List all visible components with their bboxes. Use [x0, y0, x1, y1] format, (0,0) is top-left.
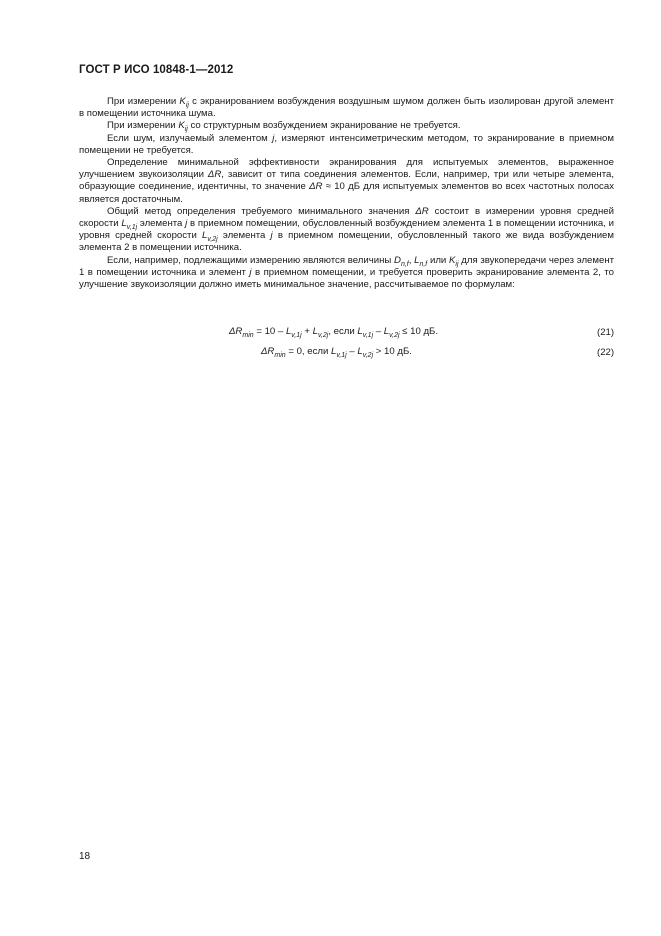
body-text [79, 96, 614, 291]
paragraph-6: Если, например, подлежащими измерению являются величины $D_{n,f}$, $L_{n,f}$ или $K_{ij}$ для звукопередачи через элемент 1 в помещении источника и элемент j в приемном помещении, и требуется проверить экранирование элемента 2, то улучшение звукоизоляции должно иметь минимальное значение, рассчитываемое по формулам: [79, 254, 615, 291]
page-number: 18 [79, 851, 91, 862]
equation-number-21: (21) [597, 327, 615, 338]
paragraph-4: Определение минимальной эффективности экранирования для испытуемых элементов, выраженное улучшением звукоизоляции ΔR, зависит от типа соединения элементов. Если, например, три или четыре элемента, образующие соединение, идентичны, то значение ΔR ≈ 10 дБ для испытуемых элементов во всех частотных полосах является достаточным. [79, 157, 614, 205]
paragraph-5: Общий метод определения требуемого минимального значения ΔR состоит в измерении уровня средней скорости $L_{v,1j}$ элемента j в приемном помещении, обусловленный возбуждением элемента 1 в помещении источника, и уровня средней скорости $L_{v,2j}$ элемента j в приемном помещении, обусловленный такого же вида возбуждением элемента 2 в помещении источника. [79, 205, 614, 254]
equation-number-22: (22) [597, 347, 615, 358]
formula-21: $\Delta R_{min} = 10 - L_{v,1j} + L_{v,2j}$, если $L_{v,1j} - L_{v,2j} \le 10$ дБ. [229, 326, 439, 339]
paragraph-1: При измерении $K_{ij}$ с экранированием возбуждения воздушным шумом должен быть изолирован другой элемент в помещении источника шума. [79, 96, 614, 120]
formula-22: $\Delta R_{min} = 0$, если $L_{v,1j} - L_{v,2j} > 10$ дБ. [261, 346, 412, 359]
document-header: ГОСТ Р ИСО 10848-1—2012 [79, 64, 234, 76]
paragraph-3: Если шум, излучаемый элементом j, измеряют интенсиметрическим методом, то экранирование в приемном помещении не требуется. [79, 132, 614, 156]
paragraph-2: При измерении $K_{ij}$ со структурным возбуждением экранирование не требуется. [107, 120, 461, 134]
